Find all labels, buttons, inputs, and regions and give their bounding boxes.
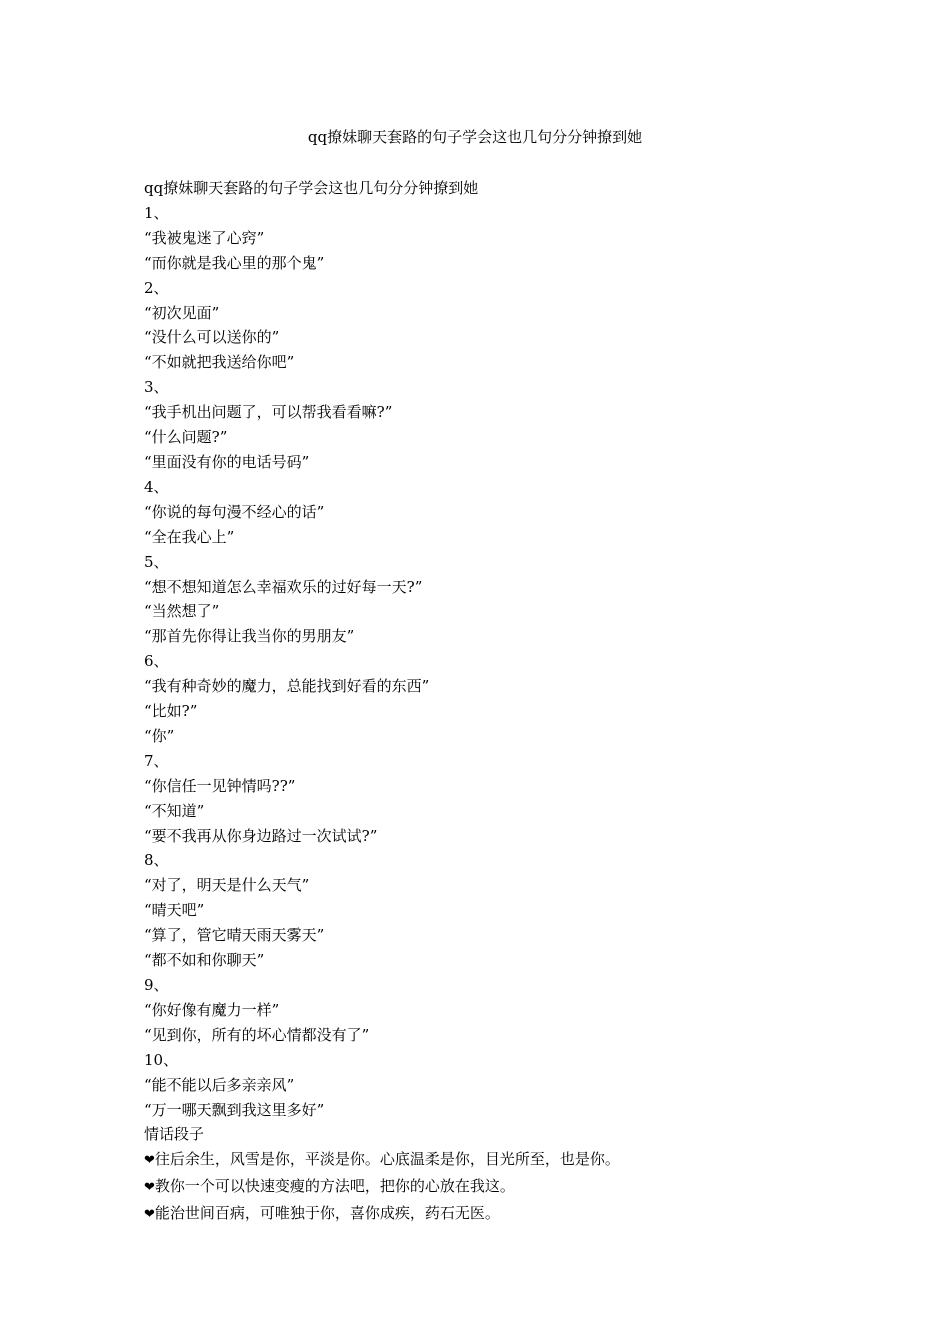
body-line: “算了，管它晴天雨天雾天” [144,926,325,945]
body-line: “你信任一见钟情吗??” [144,776,296,795]
document-body [144,176,824,1228]
heart-line-text: 能治世间百病，可唯独于你，喜你成疾，药石无医。 [154,1204,500,1223]
body-line: “里面没有你的电话号码” [144,452,310,471]
body-line: 8、 [144,851,169,870]
body-line: “要不我再从你身边路过一次试试?” [144,826,378,845]
body-line: 2、 [144,278,169,297]
body-line: 7、 [144,751,169,770]
document-title: qq撩妹聊天套路的句子学会这也几句分分钟撩到她 [307,128,643,146]
body-line: “不如就把我送给你吧” [144,353,295,372]
body-line: “你说的每句漫不经心的话” [144,502,325,521]
section-heading: 情话段子 [144,1125,205,1144]
body-line: “没什么可以送你的” [144,328,280,347]
heart-icon: ❤ [144,1180,155,1196]
body-line: “那首先你得让我当你的男朋友” [144,627,355,646]
body-line: “你好像有魔力一样” [144,1000,280,1019]
heart-line [144,1201,824,1228]
body-line: “我被鬼迷了心窍” [144,228,265,247]
heart-line [144,1147,824,1174]
heart-line-text: 教你一个可以快速变瘦的方法吧，把你的心放在我这。 [154,1177,515,1196]
body-line: 9、 [144,976,169,994]
body-line: “见到你，所有的坏心情都没有了” [144,1025,370,1044]
body-line: “对了，明天是什么天气” [144,876,310,895]
body-line: 3、 [144,378,169,397]
body-line: “比如?” [144,702,198,721]
body-line: 10、 [144,1050,179,1069]
body-line: “都不如和你聊天” [144,951,265,970]
body-line: “当然想了” [144,602,220,621]
body-line: “全在我心上” [144,527,235,546]
body-line: “什么问题?” [144,428,228,447]
body-line: “我手机出问题了，可以帮我看看嘛?” [144,403,393,422]
heart-icon: ❤ [144,1207,155,1223]
heart-icon: ❤ [144,1153,155,1169]
body-line: “不知道” [144,801,205,820]
body-line: 6、 [144,652,169,671]
body-line: “初次见面” [144,303,220,322]
body-line: “晴天吧” [144,901,205,920]
body-line: qq撩妹聊天套路的句子学会这也几句分分钟撩到她 [144,179,479,197]
body-line: 5、 [144,552,169,571]
body-line: “万一哪天飘到我这里多好” [144,1100,325,1119]
body-line: 1、 [144,203,169,222]
body-line: 4、 [144,477,169,496]
body-line: “而你就是我心里的那个鬼” [144,253,325,272]
body-line: “能不能以后多亲亲风” [144,1075,295,1094]
body-line: “我有种奇妙的魔力，总能找到好看的东西” [144,677,430,696]
heart-line [144,1174,824,1201]
body-line: “想不想知道怎么幸福欢乐的过好每一天?” [144,577,423,596]
heart-line-text: 往后余生，风雪是你，平淡是你。心底温柔是你，目光所至，也是你。 [154,1150,620,1169]
body-line: “你” [144,726,175,745]
